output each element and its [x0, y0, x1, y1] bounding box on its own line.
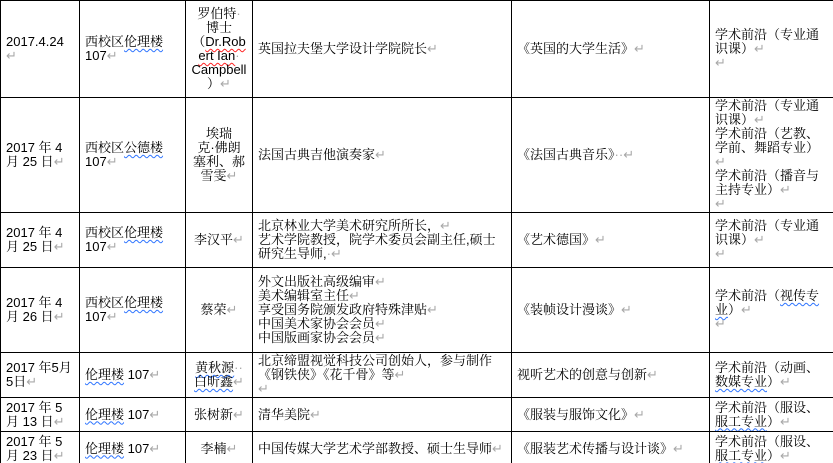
paragraph [6, 141, 74, 169]
paragraph [258, 354, 506, 382]
text-run: 视听艺术的创意与创新 [517, 367, 648, 382]
formatting-mark: ↵ [634, 406, 645, 422]
text-run: 西校区 [85, 140, 125, 155]
text-run: 北京林业大学美术研究所所长， [258, 218, 441, 233]
grammar-flagged-text: 视传专业 [715, 288, 820, 317]
grammar-flagged-text: 伦理楼 [85, 440, 125, 456]
paragraph [517, 148, 704, 162]
paragraph [85, 141, 180, 169]
text-run: ） [767, 413, 781, 429]
paragraph [715, 247, 828, 261]
text-run: 清华美院 [258, 406, 311, 422]
formatting-mark: ·· [234, 360, 243, 375]
text-run: 学术前沿（服设、 [715, 433, 820, 449]
cell-speaker [186, 213, 253, 268]
formatting-mark: · [236, 6, 241, 21]
paragraph [191, 155, 247, 169]
paragraph [191, 127, 247, 141]
grammar-flagged-text: 服工专业 [715, 413, 768, 429]
formatting-mark: ↵ [375, 274, 386, 289]
cell-speaker [186, 98, 253, 213]
cell-location [80, 1, 186, 98]
formatting-mark: ↵ [492, 440, 503, 456]
grammar-flagged-text: 伦理楼 [124, 34, 164, 49]
cell-category [710, 353, 833, 398]
formatting-mark: ↵ [715, 316, 726, 331]
paragraph [258, 148, 506, 162]
cell-date [1, 213, 80, 268]
cell-topic [512, 398, 710, 432]
cell-date [1, 1, 80, 98]
cell-speaker [186, 1, 253, 98]
formatting-mark: ↵ [226, 302, 238, 317]
paragraph [258, 331, 506, 345]
formatting-mark: ↵ [375, 330, 386, 345]
paragraph [6, 226, 74, 254]
text-run: 2017 年 5 月 23 日 [6, 433, 63, 463]
text-run: 107 [124, 440, 150, 456]
paragraph [191, 63, 247, 77]
formatting-mark: ↵ [53, 447, 65, 463]
text-run: 2017 年5月5日 [6, 360, 72, 389]
paragraph [85, 408, 180, 422]
text-run: 享受国务院颁发政府特殊津贴 [258, 302, 428, 317]
formatting-mark: ↵ [310, 406, 321, 422]
paragraph [258, 442, 506, 456]
paragraph [191, 375, 247, 389]
table-row [1, 213, 833, 268]
paragraph [191, 141, 247, 155]
text-run: 北京缔盟视觉科技公司创始人，参与制作《钢铁侠》《花千骨》等 [258, 353, 493, 382]
cell-description [253, 353, 512, 398]
text-run: 《服装艺术传播与设计谈》 [517, 440, 674, 456]
formatting-mark: ↵ [226, 440, 238, 456]
formatting-mark: ↵ [149, 406, 161, 422]
cell-location [80, 213, 186, 268]
paragraph [517, 233, 704, 247]
formatting-mark: ↵ [780, 374, 791, 389]
formatting-mark: ↵ [715, 196, 726, 211]
text-run: 中国传媒大学艺术学部教授、硕士生导师 [258, 440, 493, 456]
formatting-mark: ↵ [621, 302, 632, 317]
formatting-mark: ↵ [149, 440, 161, 456]
grammar-flagged-text: 服工专业 [715, 447, 768, 463]
paragraph [258, 42, 506, 56]
paragraph [258, 233, 506, 261]
paragraph [715, 56, 828, 70]
text-run: 埃瑞 [205, 126, 232, 141]
formatting-mark: ↵ [106, 154, 118, 169]
text-run: 2017.4.24 [6, 34, 64, 49]
paragraph [191, 303, 247, 317]
paragraph [258, 408, 506, 422]
formatting-mark: ↵ [375, 316, 386, 331]
table-row [1, 398, 833, 432]
cell-topic [512, 353, 710, 398]
table-row [1, 353, 833, 398]
formatting-mark: ↵ [258, 381, 269, 396]
cell-category [710, 432, 833, 463]
paragraph [258, 289, 506, 303]
paragraph [715, 361, 828, 389]
paragraph [191, 361, 247, 375]
paragraph [258, 317, 506, 331]
formatting-mark: ↵ [375, 147, 386, 162]
cell-description [253, 268, 512, 353]
text-run: 英国拉夫堡大学设计学院院长 [258, 41, 428, 56]
text-run: 《服装与服饰文化》 [517, 406, 635, 422]
cell-topic [512, 432, 710, 463]
spelling-flagged-text: ert Ian [198, 48, 236, 63]
formatting-mark: ↵ [440, 218, 451, 233]
text-run: ） [207, 76, 221, 91]
formatting-mark: ↵ [106, 239, 118, 254]
cell-date [1, 98, 80, 213]
text-run: 《法国古典音乐》 [517, 147, 615, 162]
formatting-mark: ↵ [715, 55, 726, 70]
formatting-mark: ↵ [106, 309, 118, 324]
cell-description [253, 398, 512, 432]
cell-location [80, 98, 186, 213]
text-run: 学术前沿（播音与主持专业） [715, 168, 820, 197]
formatting-mark: ↵ [741, 302, 752, 317]
formatting-mark: ↵ [330, 246, 342, 261]
text-run: 学术前沿（动画、 [715, 360, 820, 375]
formatting-mark: ↵ [233, 406, 244, 422]
text-run: ） [767, 374, 781, 389]
formatting-mark: ↵ [6, 48, 17, 63]
cell-speaker [186, 268, 253, 353]
grammar-flagged-text: 数媒专业 [715, 374, 768, 389]
formatting-mark: ↵ [780, 182, 791, 197]
text-run: 107 [85, 48, 107, 63]
text-run: 李汉平 [194, 232, 234, 247]
formatting-mark: ↵ [233, 232, 244, 247]
text-run: 2017 年 4 月 25 日 [6, 225, 63, 254]
text-run: 克·佛朗 [197, 140, 241, 155]
text-run: 塞利、郝 [192, 154, 245, 169]
grammar-flagged-text: 公德楼 [124, 140, 164, 155]
formatting-mark: ↵ [754, 232, 765, 247]
cell-description [253, 432, 512, 463]
formatting-mark: ↵ [53, 309, 65, 324]
text-run: 学术前沿（专业通识课） [715, 218, 820, 247]
text-run: 罗伯特 [197, 6, 237, 21]
paragraph [517, 303, 704, 317]
cell-date [1, 353, 80, 398]
paragraph [517, 408, 704, 422]
paragraph [517, 42, 704, 56]
paragraph [258, 275, 506, 289]
formatting-mark: ↵ [634, 41, 645, 56]
text-run: 学术前沿（ [715, 288, 781, 303]
text-run: 西校区 [85, 225, 125, 240]
formatting-mark: ↵ [53, 413, 65, 429]
formatting-mark: ↵ [427, 302, 438, 317]
text-run: 107 [85, 309, 107, 324]
paragraph [191, 77, 247, 91]
paragraph [258, 219, 506, 233]
text-run: 107 [124, 406, 150, 422]
text-run: 《艺术德国》 [517, 232, 596, 247]
formatting-mark: ↵ [26, 374, 38, 389]
text-run: 法国古典吉他演奏家 [258, 147, 376, 162]
grammar-flagged-text: 伦理楼 [124, 295, 164, 310]
text-run: Campbell [191, 62, 247, 77]
cell-topic [512, 268, 710, 353]
paragraph [85, 368, 180, 382]
paragraph [191, 49, 247, 63]
text-run: 学术前沿（专业通识课） [715, 27, 820, 56]
formatting-mark: ↵ [754, 41, 765, 56]
paragraph [715, 435, 828, 463]
spelling-flagged-text: Dr.Rob [205, 34, 246, 49]
grammar-flagged-text: 黄秋源 [195, 360, 235, 375]
text-run: 李楠 [200, 440, 227, 456]
paragraph [715, 127, 828, 169]
paragraph [85, 296, 180, 324]
formatting-mark: ↵ [595, 232, 606, 247]
paragraph [715, 197, 828, 211]
paragraph [715, 219, 828, 247]
text-run: 中国美术家协会会员 [258, 316, 376, 331]
cell-topic [512, 1, 710, 98]
cell-category [710, 398, 833, 432]
formatting-mark: ↵ [349, 288, 360, 303]
cell-speaker [186, 398, 253, 432]
grammar-flagged-text: 伦理楼 [124, 225, 164, 240]
paragraph [715, 289, 828, 317]
formatting-mark: ↵ [226, 168, 238, 183]
text-run: 西校区 [85, 295, 125, 310]
grammar-flagged-text: 白昕鑫 [194, 374, 234, 389]
cell-date [1, 398, 80, 432]
cell-description [253, 213, 512, 268]
formatting-mark: ↵ [149, 367, 161, 382]
paragraph [191, 35, 247, 49]
table-row [1, 98, 833, 213]
text-run: 学术前沿（服设、 [715, 399, 820, 415]
paragraph [715, 169, 828, 197]
cell-topic [512, 213, 710, 268]
cell-date [1, 268, 80, 353]
paragraph [85, 442, 180, 456]
paragraph [715, 99, 828, 127]
text-run: 西校区 [85, 34, 125, 49]
formatting-mark: ↵ [673, 440, 684, 456]
grammar-flagged-text: 伦理楼 [85, 367, 125, 382]
formatting-mark: ↵ [427, 41, 438, 56]
paragraph [191, 442, 247, 456]
paragraph [191, 169, 247, 183]
paragraph [517, 368, 704, 382]
table-row [1, 432, 833, 463]
grammar-flagged-text: 伦理楼 [85, 406, 125, 422]
paragraph [715, 317, 828, 331]
formatting-mark: ·· [614, 147, 624, 162]
cell-topic [512, 98, 710, 213]
text-run: 雪雯 [200, 168, 227, 183]
paragraph [6, 401, 74, 429]
text-run: 107 [124, 367, 150, 382]
cell-description [253, 1, 512, 98]
cell-speaker [186, 432, 253, 463]
text-run: （ [192, 34, 206, 49]
text-run: ） [728, 302, 742, 317]
paragraph [6, 435, 74, 463]
cell-location [80, 432, 186, 463]
formatting-mark: ↵ [106, 48, 118, 63]
text-run: 蔡荣 [200, 302, 227, 317]
formatting-mark: ↵ [754, 112, 765, 127]
text-run: ） [767, 447, 781, 463]
text-run: 学术前沿（艺教、学前、舞蹈专业） [715, 126, 820, 155]
text-run: 《英国的大学生活》 [517, 41, 635, 56]
text-run: 学术前沿（专业通识课） [715, 98, 820, 127]
text-run: 外文出版社高级编审 [258, 274, 376, 289]
text-run: 2017 年 4 月 26 日 [6, 295, 63, 324]
text-run: 张树新 [194, 406, 234, 422]
formatting-mark: ↵ [53, 239, 65, 254]
formatting-mark: ↵ [780, 413, 791, 429]
cell-location [80, 268, 186, 353]
text-run: 2017 年 4 月 25 日 [6, 140, 63, 169]
paragraph [715, 401, 828, 429]
cell-location [80, 398, 186, 432]
paragraph [191, 21, 247, 35]
paragraph [191, 7, 247, 21]
paragraph [258, 303, 506, 317]
formatting-mark: ↵ [233, 374, 244, 389]
paragraph [258, 382, 506, 396]
cell-description [253, 98, 512, 213]
cell-category [710, 268, 833, 353]
text-run: 107 [85, 239, 107, 254]
cell-category [710, 213, 833, 268]
text-run: 2017 年 5 月 13 日 [6, 399, 63, 429]
paragraph [517, 442, 704, 456]
text-run: 艺术学院教授，院学术委员会副主任,硕士研究生导师, [258, 232, 496, 261]
table-row [1, 268, 833, 353]
paragraph [6, 361, 74, 389]
paragraph [191, 233, 247, 247]
text-run: 《装帧设计漫谈》 [517, 302, 622, 317]
formatting-mark: ↵ [53, 154, 65, 169]
formatting-mark: ↵ [647, 367, 658, 382]
formatting-mark: ↵ [623, 147, 635, 162]
formatting-mark: · [326, 246, 331, 261]
formatting-mark: ↵ [715, 154, 726, 169]
cell-category [710, 1, 833, 98]
formatting-mark: ↵ [715, 246, 726, 261]
paragraph [85, 226, 180, 254]
cell-date [1, 432, 80, 463]
formatting-mark: ↵ [220, 76, 231, 91]
table-body [1, 1, 833, 463]
cell-location [80, 353, 186, 398]
text-run: 美术编辑室主任 [258, 288, 350, 303]
formatting-mark: · [235, 48, 240, 63]
formatting-mark: ↵ [394, 367, 406, 382]
formatting-mark: ↵ [780, 447, 791, 463]
paragraph [85, 35, 180, 63]
text-run: 107 [85, 154, 107, 169]
paragraph [6, 296, 74, 324]
paragraph [6, 35, 74, 63]
text-run: 中国版画家协会会员 [258, 330, 376, 345]
paragraph [191, 408, 247, 422]
cell-speaker [186, 353, 253, 398]
paragraph [715, 28, 828, 56]
cell-category [710, 98, 833, 213]
table-row [1, 1, 833, 98]
text-run: 博士 [205, 20, 232, 35]
